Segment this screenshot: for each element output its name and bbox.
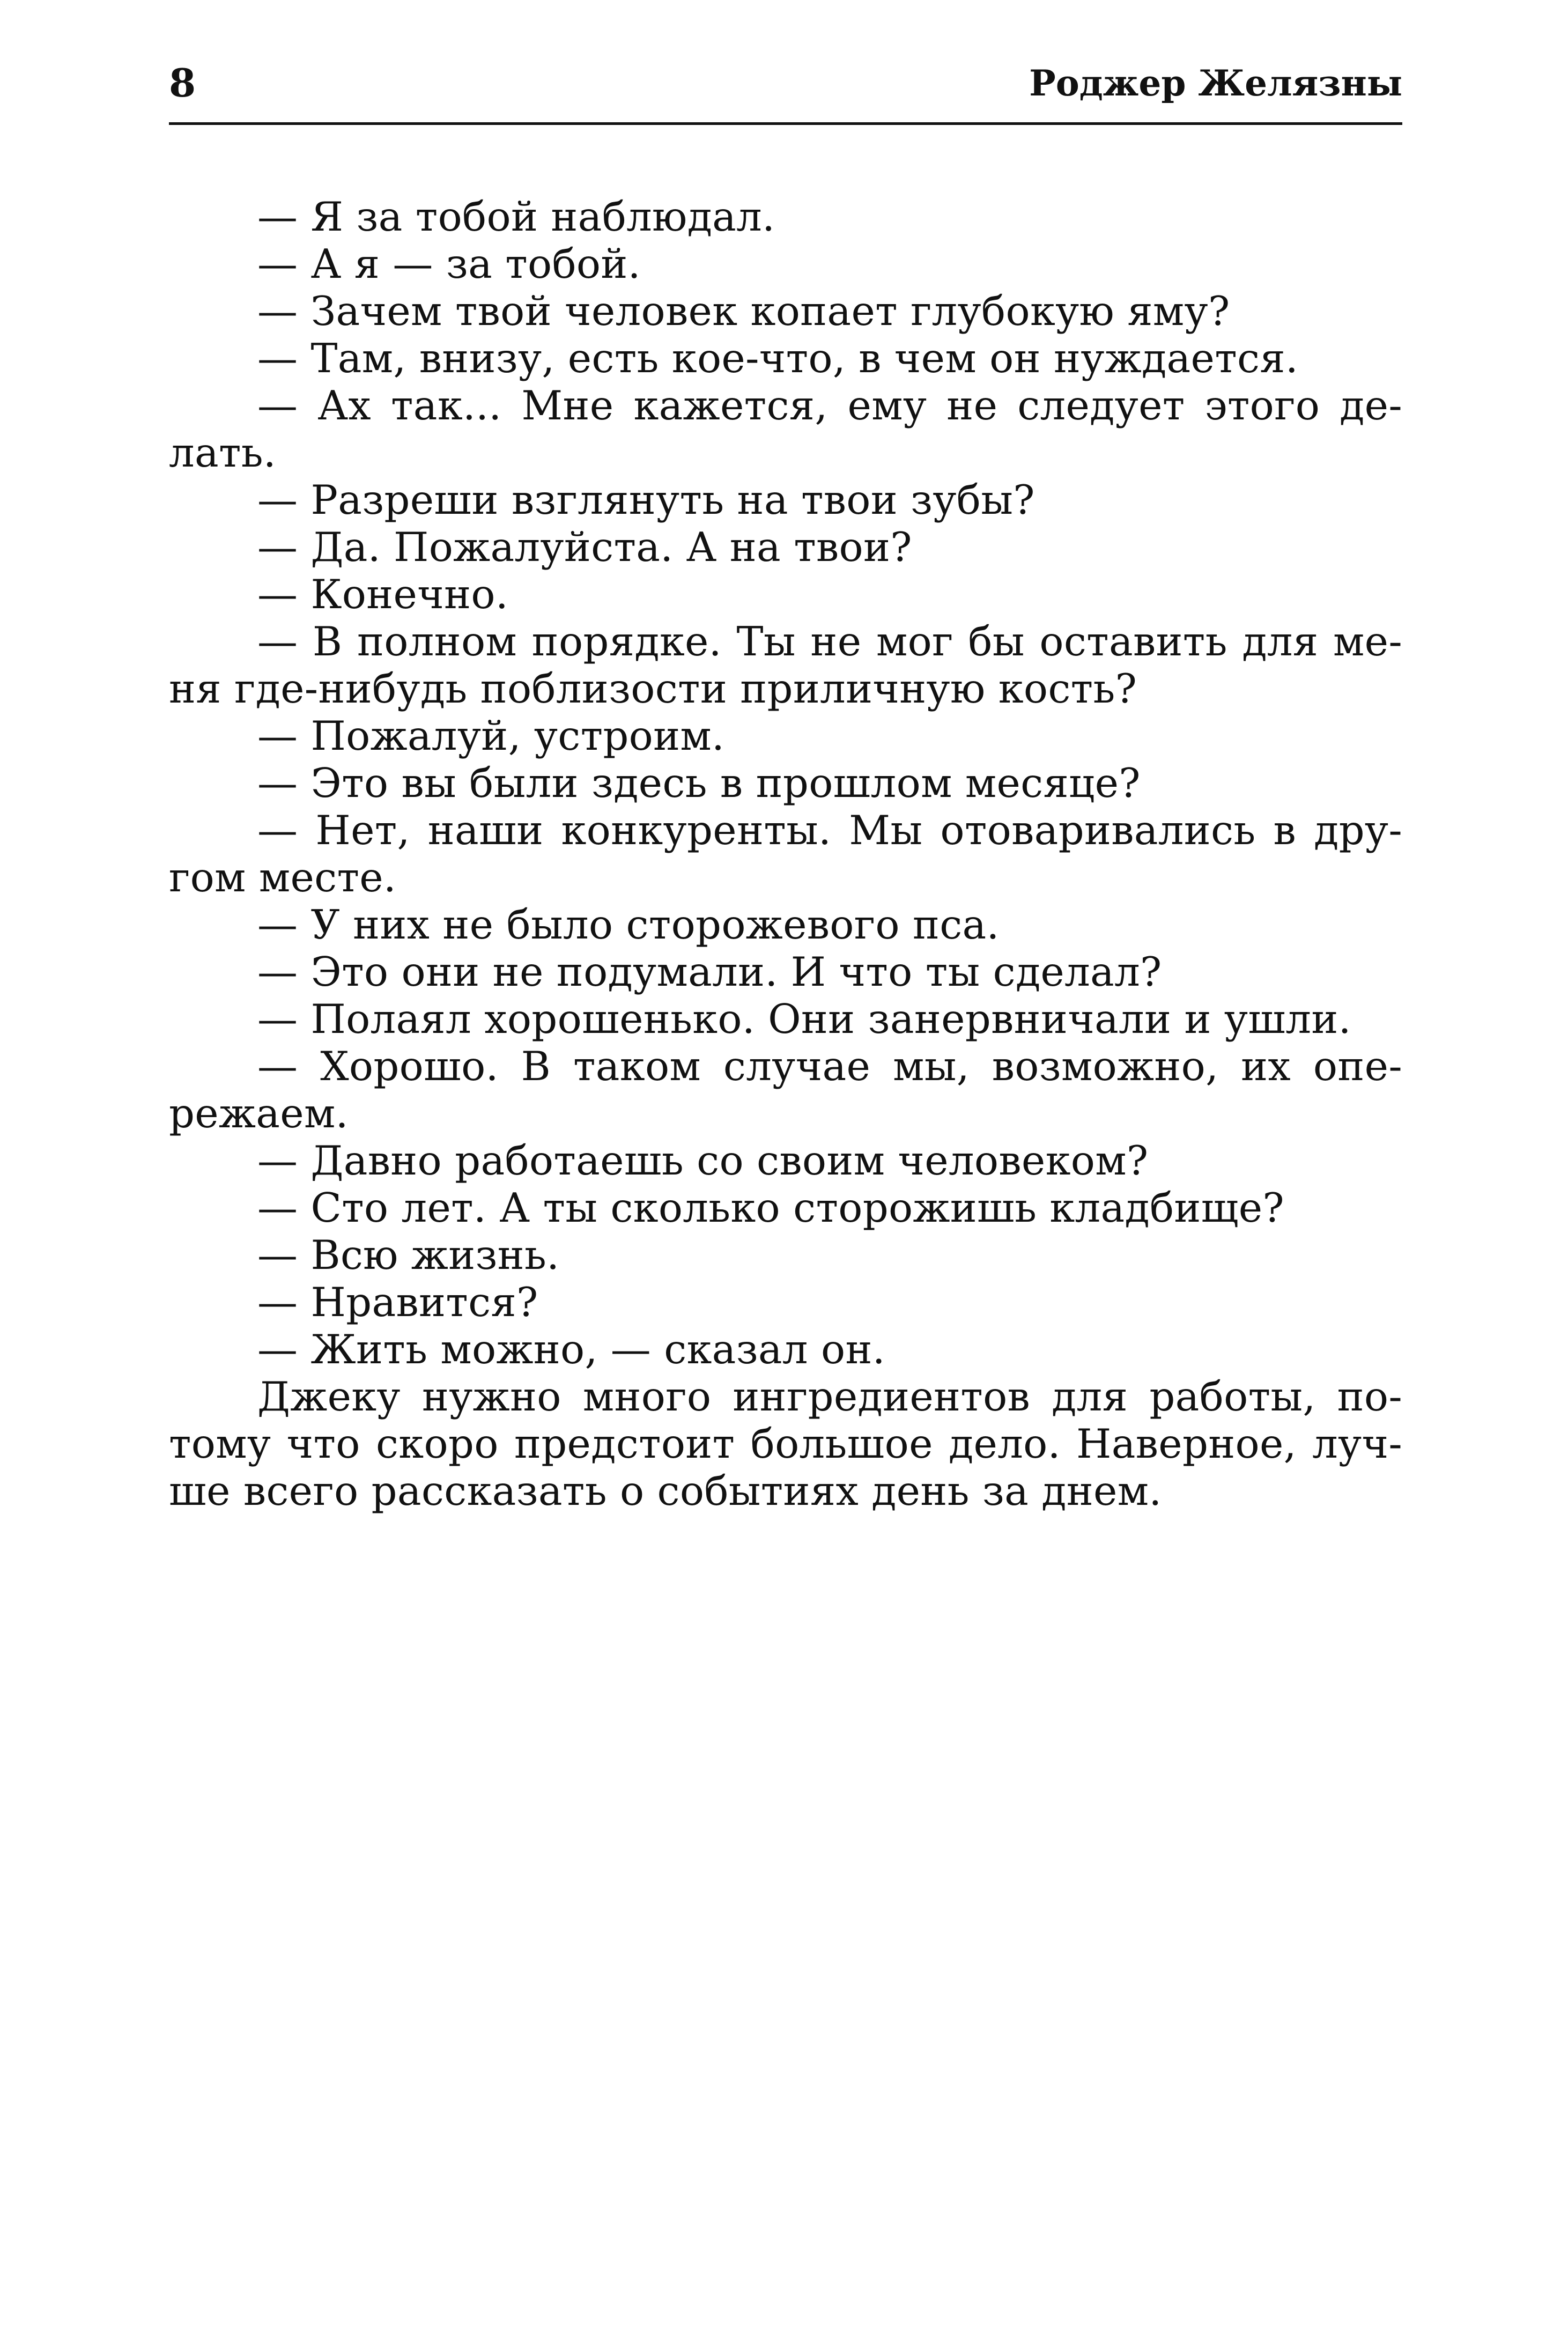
text-line: — Там, внизу, есть кое-что, в чем он нуждается. [257,335,1299,382]
text-line: гом месте. [169,854,397,901]
text-line: — Ах так... Мне кажется, ему не следует этого де- [257,382,1402,429]
text-line: — Пожалуй, устроим. [257,712,725,759]
text-line: Джеку нужно много ингредиентов для работы, по- [257,1373,1402,1420]
text-line: — Давно работаешь со своим человеком? [257,1137,1149,1184]
text-line: — Зачем твой человек копает глубокую яму? [257,287,1230,335]
text-line: — Да. Пожалуйста. А на твои? [257,523,912,571]
text-line: — Нет, наши конкуренты. Мы отоваривались в дру- [257,807,1402,854]
text-line: — Конечно. [257,571,508,618]
text-line: — А я — за тобой. [257,240,641,287]
text-line: режаем. [169,1090,349,1137]
text-line: тому что скоро предстоит большое дело. Наверное, луч- [169,1420,1402,1467]
text-line: — Нравится? [257,1279,538,1326]
text-line: — Жить можно, — сказал он. [257,1326,885,1373]
text-line: — Сто лет. А ты сколько сторожишь кладбище? [257,1184,1284,1231]
text-line: лать. [169,429,277,476]
text-line: — Полаял хорошенько. Они занервничали и ушли. [257,995,1351,1043]
text-line: — Хорошо. В таком случае мы, возможно, их опе- [257,1043,1402,1090]
text-line: — Это вы были здесь в прошлом месяце? [257,759,1141,807]
text-line: — У них не было сторожевого пса. [257,901,1000,948]
page-number: 8 [169,60,196,106]
text-line: — Это они не подумали. И что ты сделал? [257,948,1162,995]
text-line: — Всю жизнь. [257,1231,560,1279]
text-line: — В полном порядке. Ты не мог бы оставить для ме- [257,618,1402,665]
text-line: ше всего рассказать о событиях день за днем. [169,1467,1162,1515]
running-title: Роджер Желязны [1029,62,1402,104]
text-line: — Разреши взглянуть на твои зубы? [257,476,1035,523]
header-rule [169,122,1402,125]
page-header [169,51,1402,115]
text-line: ня где-нибудь поблизости приличную кость? [169,665,1137,712]
text-line: — Я за тобой наблюдал. [257,193,775,240]
body-text [169,193,1402,1515]
